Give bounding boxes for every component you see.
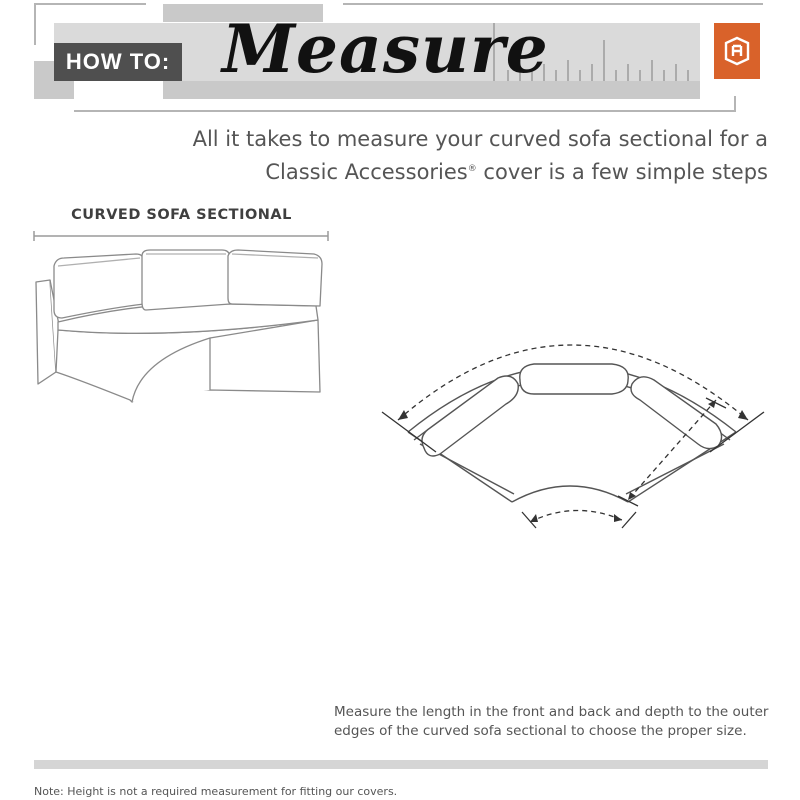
- front-length-dimension: [530, 510, 622, 522]
- sofa-section-label: CURVED SOFA SECTIONAL: [71, 207, 292, 223]
- intro-brand: Classic Accessories: [265, 160, 468, 184]
- intro-line-2-rest: cover is a few simple steps: [476, 160, 768, 184]
- intro-line-1: All it takes to measure your curved sofa sectional for a: [192, 127, 768, 151]
- page-title: Measure: [222, 10, 549, 88]
- footer-divider-bar: [34, 760, 768, 769]
- registered-mark: ®: [467, 164, 477, 174]
- instructions-line-1: Measure the length in the front and back and depth to the outer: [334, 704, 769, 720]
- footer-note: Note: Height is not a required measurement for fitting our covers.: [34, 785, 398, 798]
- measure-instructions: [334, 703, 774, 741]
- sofa-front-arc: [512, 486, 628, 502]
- arrow-icon: [530, 514, 538, 522]
- instructions-line-2: edges of the curved sofa sectional to choose the proper size.: [334, 723, 747, 739]
- arrow-icon: [738, 410, 748, 420]
- arrow-icon: [398, 410, 408, 420]
- arrow-icon: [614, 514, 622, 522]
- howto-label: HOW TO:: [54, 43, 182, 81]
